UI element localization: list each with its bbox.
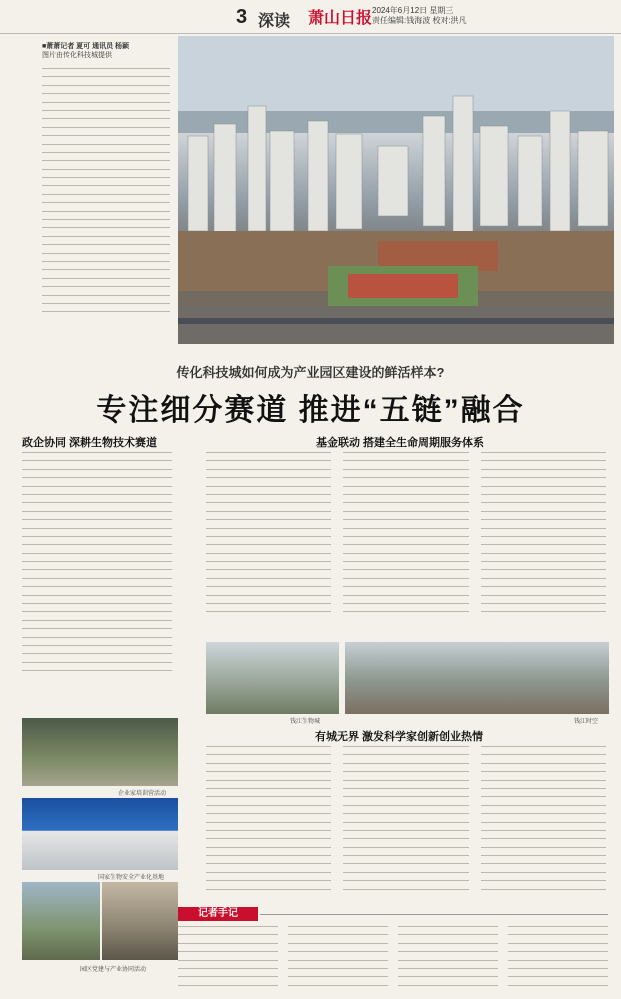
newspaper-logo: 萧山日报 — [308, 10, 373, 27]
article-subtitle: 传化科技城如何成为产业园区建设的鲜活样本? — [176, 365, 445, 380]
photo-event-4 — [102, 882, 178, 960]
article-title: 专注细分赛道 推进“五链”融合 — [96, 394, 525, 427]
page-header — [0, 0, 621, 34]
photo-city-aerial — [345, 642, 609, 714]
hero-caption — [42, 42, 182, 60]
photo-caption-3: 企业家培训营活动 — [118, 791, 167, 797]
photo-caption-2: 钱江时空 — [574, 719, 599, 725]
section-2-text — [206, 452, 606, 632]
intro-text-block — [42, 68, 170, 353]
section-1-text — [22, 452, 172, 710]
hero-city-photo — [178, 36, 614, 344]
issue-meta — [372, 6, 467, 26]
page-number: 3 — [236, 6, 248, 28]
section-heading-2: 基金联动 搭建全生命周期服务体系 — [316, 437, 485, 449]
section-heading-1: 政企协同 深耕生物技术赛道 — [22, 437, 158, 449]
reporter-notes-header: 记者手记 — [178, 907, 258, 921]
photo-credit: 图片由传化科技城提供 — [42, 52, 112, 59]
photo-caption-5: 园区党建与产业协同活动 — [80, 967, 147, 973]
issue-date: 2024年6月12日 星期三 — [372, 6, 454, 15]
photo-event-2 — [22, 798, 178, 870]
section-3-text — [206, 746, 606, 902]
byline: ■萧萧记者 夏可 通讯员 杨颖 — [42, 43, 130, 50]
photo-event-3 — [22, 882, 100, 960]
photo-caption-1: 钱江生物城 — [290, 719, 321, 725]
photo-caption-4: 国家生物安全产业化基地 — [98, 875, 165, 881]
editor-credits: 责任编辑:钱海波 校对:洪凡 — [372, 16, 467, 25]
notes-divider — [260, 914, 608, 915]
section-heading-3: 有城无界 激发科学家创新创业热情 — [315, 731, 484, 743]
reporter-notes-text — [178, 926, 608, 992]
city-skyline-illustration — [178, 36, 614, 344]
photo-biotech-park — [206, 642, 339, 714]
section-name: 深读 — [258, 13, 291, 30]
photo-event-1 — [22, 718, 178, 786]
